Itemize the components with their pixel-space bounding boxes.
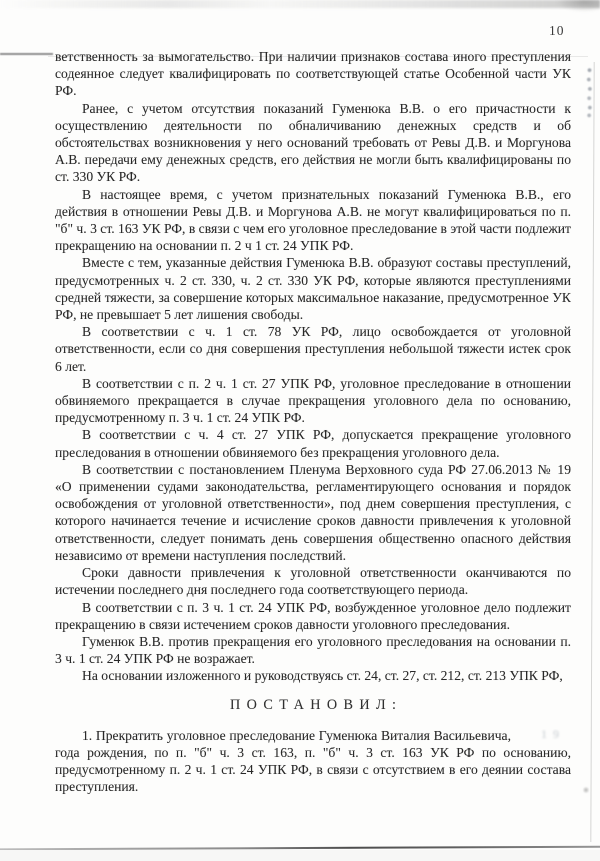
resolution-item-1-text-after: года рождения, по п. "б" ч. 3 ст. 163, п. "б" ч. 3 ст. 163 УК РФ по основанию, предусмотренному п. 2 ч. 1 ст. 24 УПК РФ, в связи с отсутствием в его деянии состава преступления. [55,744,571,795]
redacted-birthdate [514,729,568,740]
paragraph: В соответствии с постановлением Пленума Верховного суда РФ 27.06.2013 № 19 «О применении судами законодательства, регламентирующего основания и порядок освобождения от уголовной ответственности», под днем совершения преступления, с которого начинается течение и исчисление сроков давности привлечения к уголовной ответственности, следует понимать день совершения общественно опасного действия независимо от времени наступления последствий. [55,461,571,563]
scan-top-shadow [0,0,600,8]
paragraph: Сроки давности привлечения к уголовной ответственности оканчиваются по истечении последнего дня последнего года соответствующего периода. [55,565,571,598]
paragraph: В соответствии с ч. 4 ст. 27 УПК РФ, допускается прекращение уголовного преследования в отношении обвиняемого без прекращения уголовного дела. [55,427,571,460]
redaction-trace: 19 [541,728,565,740]
page-right-edge-line [590,62,594,842]
paragraph: В соответствии с ч. 1 ст. 78 УК РФ, лицо освобождается от уголовной ответственности, если со дня совершения преступления небольшой тяжести истек срок 6 лет. [55,324,571,374]
resolution-heading: ПОСТАНОВИЛ: [229,696,403,713]
scan-corner-blotch [556,0,600,12]
page-below-edge [0,850,600,861]
page-number: 10 [549,23,565,38]
scan-left-margin-line [0,53,53,55]
margin-perforation-marks [586,66,593,118]
paragraph: Вместе с тем, указанные действия Гуменюка В.В. образуют составы преступлений, предусмотренных ч. 2 ст. 330, ч. 2 ст. 330 УК РФ, которые являются преступлениями средней тяжести, за совершение которых максимальное наказание, предусмотренное УК РФ, не превышает 5 лет лишения свободы. [55,255,571,323]
document-body [55,48,571,796]
paragraph: В настоящее время, с учетом признательных показаний Гуменюка В.В., его действия в отношении Ревы Д.В. и Моргунова А.В. не могут квалифицироваться по п. "б" ч. 3 ст. 163 УК РФ, в связи с чем его уголовное преследование в этой части подлежит прекращению на основании п. 2 ч 1 ст. 24 УПК РФ. [55,186,571,254]
paragraph-continuation: ветственность за вымогательство. При наличии признаков состава иного преступления содеянное следует квалифицировать по соответствующей статье Особенной части УК РФ. [55,49,571,99]
resolution-item-1 [55,727,571,796]
paragraph: Гуменюк В.В. против прекращения его уголовного преследования на основании п. 3 ч. 1 ст. 24 УПК РФ не возражает. [55,633,571,667]
paragraph: Ранее, с учетом отсутствия показаний Гуменюка В.В. о его причастности к осуществлению деятельности по обналичиванию денежных средств и об обстоятельствах возникновения у него оснований требовать от Ревы Д.В. и Моргунова А.В. передачи ему денежных средств, его действия не могли быть квалифицированы по ст. 330 УК РФ. [55,100,571,185]
resolution-item-1-text-before: 1. Прекратить уголовное преследование Гуменюка Виталия Васильевича, [82,727,511,743]
paragraph: В соответствии с п. 3 ч. 1 ст. 24 УПК РФ, возбужденное уголовное дело подлежит прекращению в связи истечением сроков давности уголовного преследования. [55,599,571,632]
paragraph: На основании изложенного и руководствуясь ст. 24, ст. 27, ст. 212, ст. 213 УПК РФ, [82,668,563,684]
paragraph: В соответствии с п. 2 ч. 1 ст. 27 УПК РФ, уголовное преследование в отношении обвиняемого прекращается в случае прекращения уголовного дела по основанию, предусмотренному п. 3 ч. 1 ст. 24 УПК РФ. [55,375,571,426]
margin-speck [583,786,589,794]
